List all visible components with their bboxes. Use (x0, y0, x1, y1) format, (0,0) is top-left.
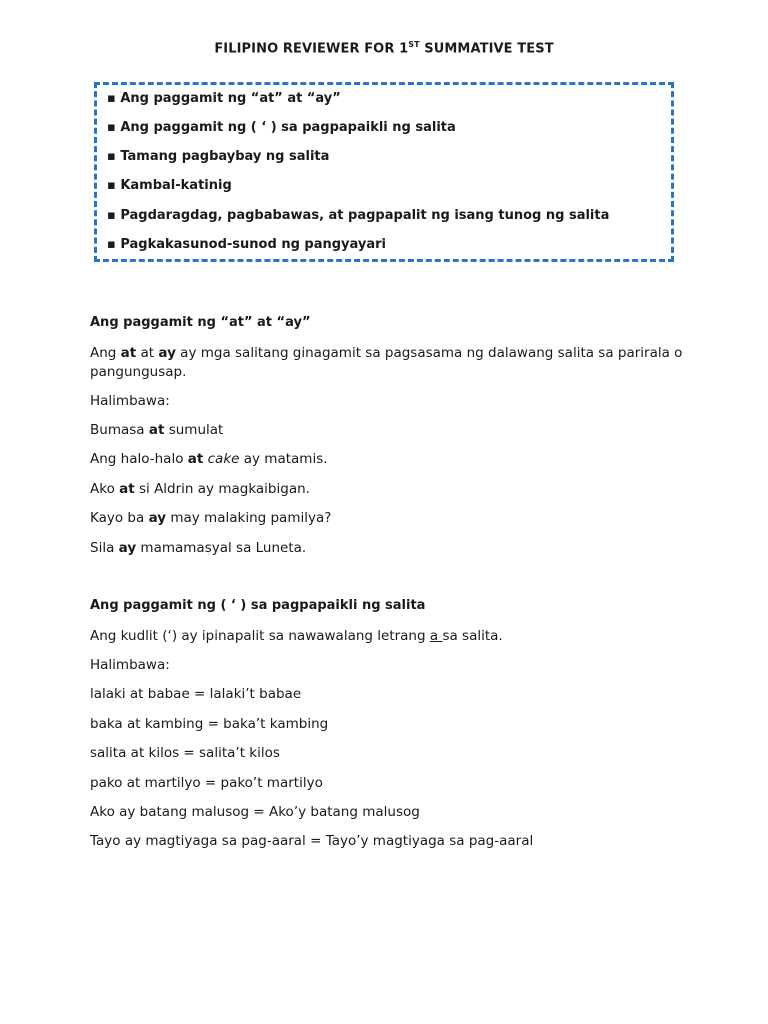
example-label: Halimbawa: (90, 657, 170, 673)
example-line: Tayo ay magtiyaga sa pag-aaral = Tayo’y magtiyaga sa pag-aaral (90, 833, 534, 849)
example-line: Kayo ba ay may malaking pamilya? (90, 510, 332, 526)
example-line: Ako ay batang malusog = Ako’y batang malusog (90, 804, 420, 820)
example-line: Sila ay mamamasyal sa Luneta. (90, 540, 307, 556)
section-intro: Ang at at ay ay mga salitang ginagamit sa pagsasama ng dalawang salita sa parirala o pangungusap. (90, 345, 683, 380)
example-line: salita at kilos = salita’t kilos (90, 745, 280, 761)
example-line: pako at martilyo = pako’t martilyo (90, 775, 323, 791)
section-heading: Ang paggamit ng “at” at “ay” (90, 315, 311, 330)
example-line: baka at kambing = baka’t kambing (90, 716, 329, 732)
example-line: Ako at si Aldrin ay magkaibigan. (90, 481, 310, 497)
example-label: Halimbawa: (90, 393, 170, 409)
topics-box (94, 82, 674, 262)
example-line: lalaki at babae = lalaki’t babae (90, 686, 302, 702)
example-line: Bumasa at sumulat (90, 422, 224, 438)
section-intro: Ang kudlit (‘) ay ipinapalit sa nawawalang letrang a sa salita. (90, 628, 503, 644)
topic-item: ▪ Pagdaragdag, pagbabawas, at pagpapalit ng isang tunog ng salita (107, 208, 610, 223)
topic-item: ▪ Tamang pagbaybay ng salita (107, 149, 330, 164)
section-heading: Ang paggamit ng ( ‘ ) sa pagpapaikli ng salita (90, 598, 426, 613)
topic-item: ▪ Pagkakasunod-sunod ng pangyayari (107, 237, 387, 252)
topic-item: ▪ Ang paggamit ng ( ‘ ) sa pagpapaikli ng salita (107, 120, 456, 135)
topic-item: ▪ Ang paggamit ng “at” at “ay” (107, 91, 341, 106)
topic-item: ▪ Kambal-katinig (107, 178, 232, 193)
document-title: FILIPINO REVIEWER FOR 1ST SUMMATIVE TEST (214, 40, 554, 57)
example-line: Ang halo-halo at cake ay matamis. (90, 451, 328, 467)
